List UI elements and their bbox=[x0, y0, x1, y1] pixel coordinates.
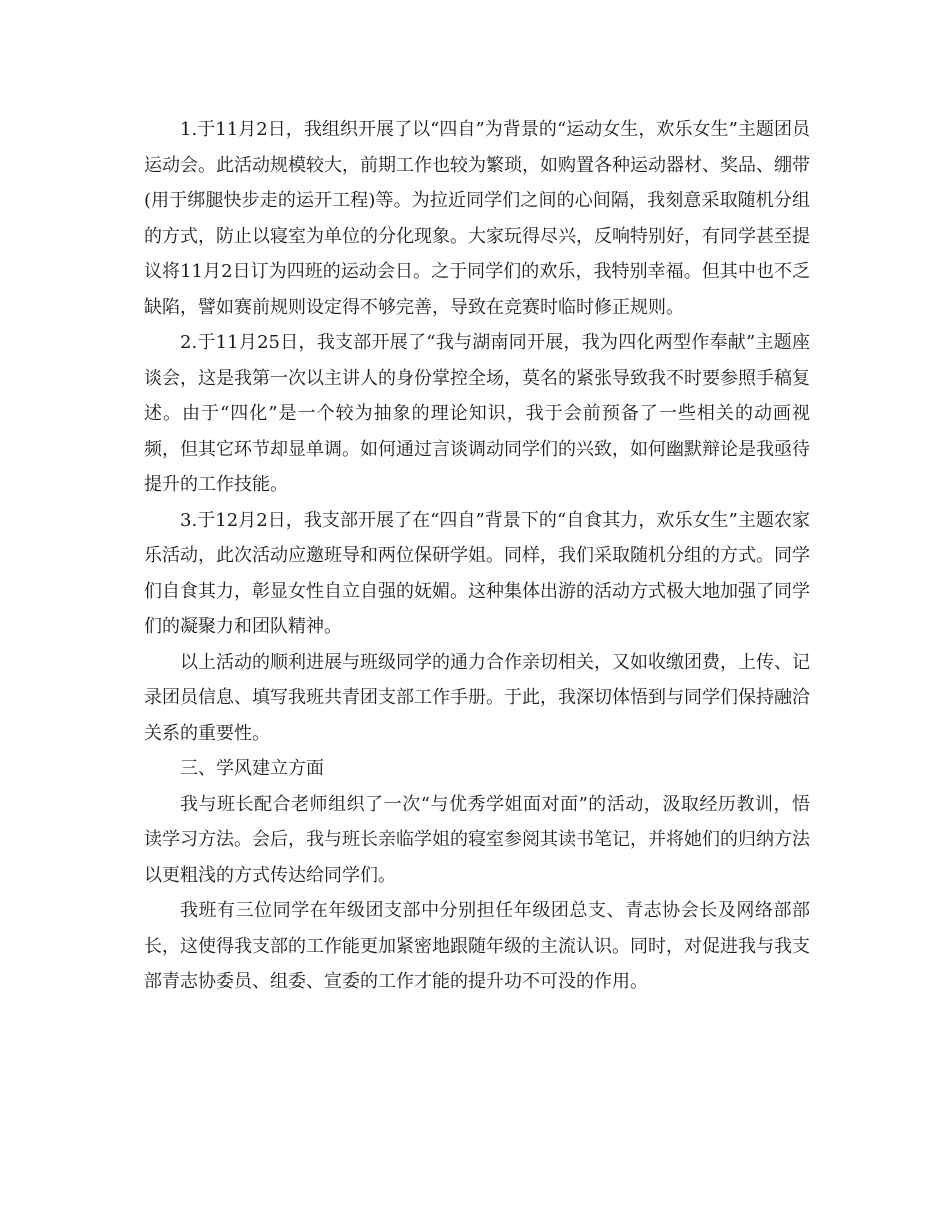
paragraph-study-activity: 我与班长配合老师组织了一次“与优秀学姐面对面”的活动，汲取经历教训，悟读学习方法。会后，我与班长亲临学姐的寝室参阅其读书笔记，并将她们的归纳方法以更粗浅的方式传达给同学们。 bbox=[144, 793, 810, 886]
section-heading-study-style: 三、学风建立方面 bbox=[180, 758, 324, 779]
paragraph-activity-3: 3.于12月2日，我支部开展了在“四自”背景下的“自食其力，欢乐女生”主题农家乐活动，此次活动应邀班导和两位保研学姐。同样，我们采取随机分组的方式。同学们自食其力，彰显女性自立自强的妩媚。这种集体出游的活动方式极大地加强了同学们的凝聚力和团队精神。 bbox=[144, 509, 810, 637]
paragraph-activity-2: 2.于11月25日，我支部开展了“我与湖南同开展，我为四化两型作奉献”主题座谈会，这是我第一次以主讲人的身份掌控全场，莫名的紧张导致我不时要参照手稿复述。由于“四化”是一个较为抽象的理论知识，我于会前预备了一些相关的动画视频，但其它环节却显单调。如何通过言谈调动同学们的兴致，如何幽默辩论是我亟待提升的工作技能。 bbox=[144, 332, 810, 495]
document-body bbox=[144, 112, 810, 1000]
paragraph-summary: 以上活动的顺利进展与班级同学的通力合作亲切相关，又如收缴团费，上传、记录团员信息、填写我班共青团支部工作手册。于此，我深切体悟到与同学们保持融洽关系的重要性。 bbox=[144, 651, 810, 744]
paragraph-class-members: 我班有三位同学在年级团支部中分别担任年级团总支、青志协会长及网络部部长，这使得我支部的工作能更加紧密地跟随年级的主流认识。同时，对促进我与我支部青志协委员、组委、宣委的工作才能的提升功不可没的作用。 bbox=[144, 900, 810, 992]
paragraph-activity-1: 1.于11月2日，我组织开展了以“四自”为背景的“运动女生，欢乐女生”主题团员运动会。此活动规模较大，前期工作也较为繁琐，如购置各种运动器材、奖品、绷带(用于绑腿快步走的运开工程)等。为拉近同学们之间的心间隔，我刻意采取随机分组的方式，防止以寝室为单位的分化现象。大家玩得尽兴，反响特别好，有同学甚至提议将11月2日订为四班的运动会日。之于同学们的欢乐，我特别幸福。但其中也不乏缺陷，譬如赛前规则设定得不够完善，导致在竞赛时临时修正规则。 bbox=[144, 119, 810, 318]
